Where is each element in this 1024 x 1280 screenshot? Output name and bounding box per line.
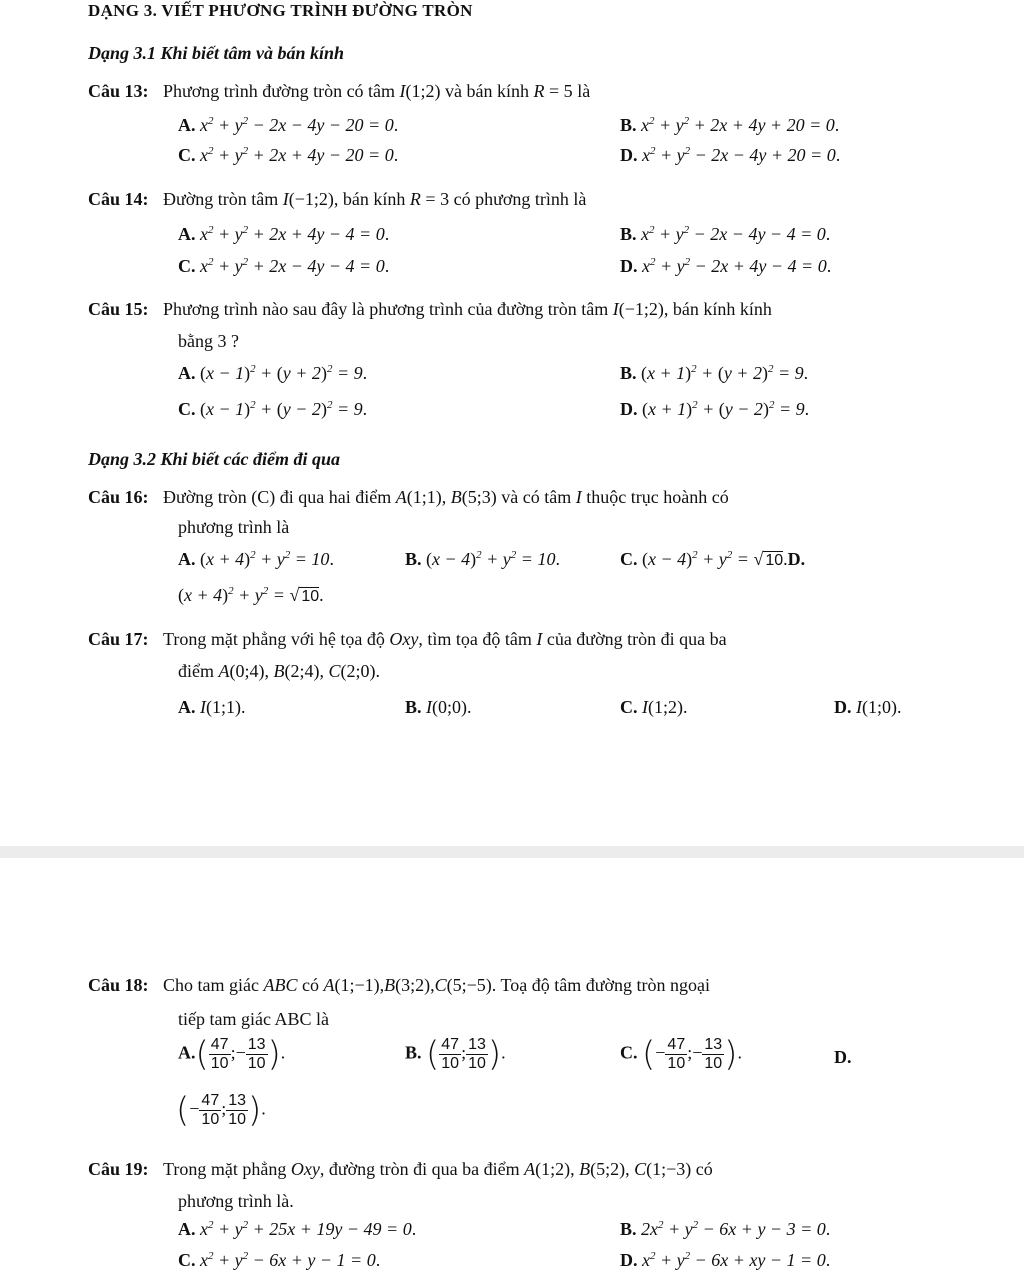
question-18-line2: tiếp tam giác ABC là [178,1009,329,1029]
option-19-c[interactable]: C. $x^2 + y^2 - 6x + y - 1 = 0$. [178,1250,381,1270]
option-15-d[interactable]: D. $(x + 1)^2 + (y - 2)^2 = 9$. [620,399,810,419]
option-18-d[interactable]: (− $\frac{47}{10}$ ; $\frac{13}{10}$ ). [176,1090,266,1131]
question-16: Câu 16: Đường tròn (C) đi qua hai điểm A(1;1), B(5;3) và có tâm I thuộc trục hoành có [88,487,729,507]
option-13-a[interactable]: A. $x^2 + y^2 - 2x - 4y - 20 = 0$. [178,115,399,135]
option-15-b[interactable]: B. $(x + 1)^2 + (y + 2)^2 = 9$. [620,363,809,383]
question-14: Câu 14: Đường tròn tâm I(−1;2), bán kính R = 3 có phương trình là [88,189,587,209]
page-separator [0,846,1024,858]
option-16-c[interactable]: C. $(x - 4)^2 + y^2$ = √ 10.D. [620,549,806,569]
section-title-3-1: Dạng 3.1 Khi biết tâm và bán kính [88,43,345,63]
question-15-line2: bằng 3 ? [178,331,239,351]
option-17-a[interactable]: A. I(1;1). [178,697,246,717]
option-19-a[interactable]: A. $x^2 + y^2 + 25x + 19y - 49 = 0$. [178,1219,417,1239]
question-18: Câu 18: Cho tam giác ABC có A(1;−1),B(3;2),C(5;−5). Toạ độ tâm đường tròn ngoại [88,975,710,995]
option-15-a[interactable]: A. $(x - 1)^2 + (y + 2)^2 = 9$. [178,363,368,383]
option-14-d[interactable]: D. $x^2 + y^2 - 2x + 4y - 4 = 0$. [620,256,832,276]
option-19-d[interactable]: D. $x^2 + y^2 - 6x$ + xy − 1 = 0. [620,1250,831,1270]
option-17-d[interactable]: D. I(1;0). [834,697,902,717]
option-14-c[interactable]: C. $x^2 + y^2 + 2x - 4y - 4 = 0$. [178,256,390,276]
option-18-d-label: D. [834,1047,852,1067]
option-13-c[interactable]: C. $x^2 + y^2 + 2x + 4y - 20 = 0$. [178,145,399,165]
option-13-b[interactable]: B. $x^2 + y^2 + 2x + 4y + 20 = 0$. [620,115,840,135]
question-16-line2: phương trình là [178,517,290,537]
option-17-b[interactable]: B. I(0;0). [405,697,472,717]
option-19-b[interactable]: B. $2x^2 + y^2 - 6x + y - 3 = 0$. [620,1219,831,1239]
option-18-b[interactable]: B. ( $\frac{47}{10}$ ; $\frac{13}{10}$ ). [405,1034,506,1075]
question-19: Câu 19: Trong mặt phẳng Oxy, đường tròn đi qua ba điểm A(1;2), B(5;2), C(1;−3) có [88,1159,713,1179]
question-15: Câu 15: Phương trình nào sau đây là phương trình của đường tròn tâm I(−1;2), bán kính kính [88,299,772,319]
option-16-b[interactable]: B. $(x - 4)^2 + y^2 = 10$. [405,549,560,569]
question-label: Câu 13: [88,81,149,101]
section-title-3-2: Dạng 3.2 Khi biết các điểm đi qua [88,449,340,469]
option-16-d[interactable]: $(x + 4)^2 + y^2$ = √ 10. [178,585,324,605]
question-17: Câu 17: Trong mặt phẳng với hệ tọa độ Oxy, tìm tọa độ tâm I của đường tròn đi qua ba [88,629,727,649]
option-14-a[interactable]: A. $x^2 + y^2 + 2x + 4y - 4 = 0$. [178,224,390,244]
option-13-d[interactable]: D. $x^2 + y^2 - 2x - 4y + 20 = 0$. [620,145,841,165]
option-17-c[interactable]: C. I(1;2). [620,697,688,717]
chapter-title: DẠNG 3. VIẾT PHƯƠNG TRÌNH ĐƯỜNG TRÒN [88,1,473,20]
option-16-a[interactable]: A. $(x + 4)^2 + y^2 = 10$. [178,549,334,569]
question-13: Câu 13: Phương trình đường tròn có tâm I(1;2) và bán kính R = 5 là [88,81,591,101]
option-18-c[interactable]: C. (− $\frac{47}{10}$ ;− $\frac{13}{10}$ ). [620,1034,742,1075]
question-19-line2: phương trình là. [178,1191,294,1211]
option-18-a[interactable]: A.( $\frac{47}{10}$ ;− $\frac{13}{10}$ ). [178,1034,286,1075]
page-2 [0,858,1024,1280]
option-14-b[interactable]: B. $x^2 + y^2 - 2x - 4y - 4 = 0$. [620,224,831,244]
question-17-line2: điểm A(0;4), B(2;4), C(2;0). [178,661,381,681]
option-15-c[interactable]: C. $(x - 1)^2 + (y - 2)^2 = 9$. [178,399,368,419]
option-16-d-label: D. [787,549,806,569]
